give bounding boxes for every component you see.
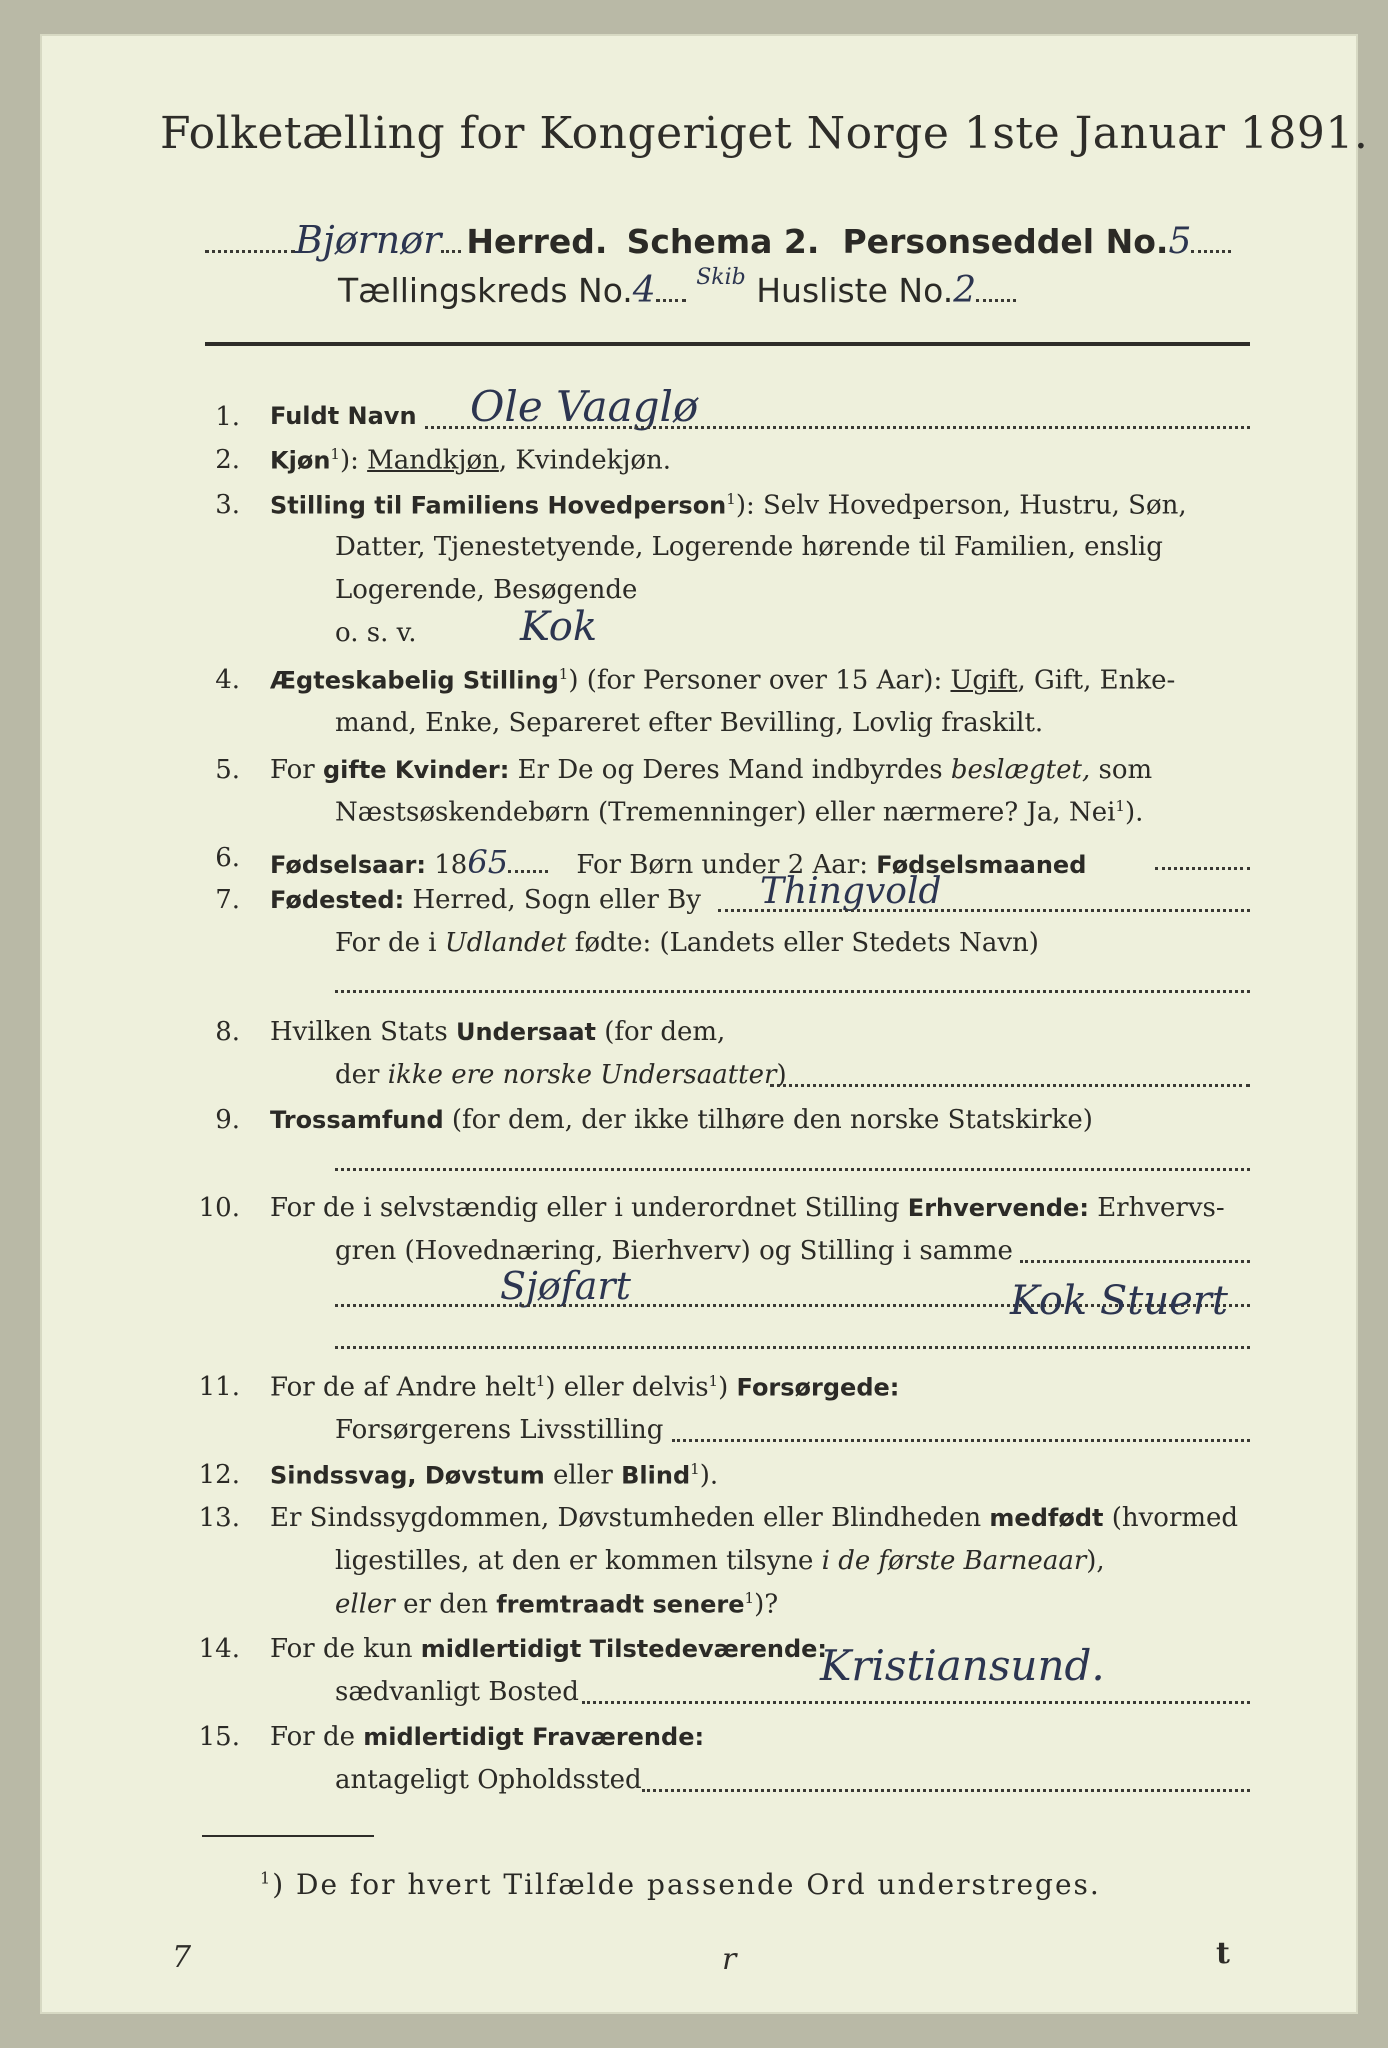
sup: 1 <box>708 1372 719 1390</box>
field-4-line2: mand, Enke, Separeret efter Bevilling, Lovlig fraskilt. <box>335 708 1044 738</box>
field-3-label: Stilling til Familiens Hovedperson <box>270 491 727 520</box>
field-7-label: Fødested: <box>270 886 405 914</box>
kreds-note: Skib <box>696 265 746 290</box>
field-5-label: gifte Kvinder: <box>322 756 510 784</box>
field-5-line1b: som <box>1090 755 1153 785</box>
herred-label: Herred. <box>466 222 608 261</box>
field-8-line2b: ) <box>776 1060 787 1090</box>
header-rule <box>205 342 1250 346</box>
field-10-line2: gren (Hovednæring, Bierhverv) og Stilling i samme <box>335 1236 1013 1266</box>
sup: 1 <box>535 1372 546 1390</box>
field-2-label: Kjøn <box>270 446 331 475</box>
field-3-line4: o. s. v. <box>335 618 417 648</box>
kreds-line <box>338 265 1016 311</box>
field-14-value: Kristiansund. <box>820 1641 1105 1690</box>
field-14-line1a: For de kun <box>270 1634 421 1664</box>
field-7-rest: Herred, Sogn eller By <box>404 885 701 915</box>
field-13-italic: i de første Barneaar <box>821 1546 1087 1576</box>
stray-mark-right: t <box>1216 1936 1230 1971</box>
husliste-label: Husliste No. <box>756 271 954 310</box>
personseddel-label: Personseddel No. <box>842 222 1169 261</box>
field-4-line1a: ) (for Personer over 15 Aar): <box>568 665 951 696</box>
field-4-line1b: , Gift, Enke- <box>1017 665 1176 696</box>
field-15-line2: antageligt Opholdssted <box>335 1765 642 1795</box>
field-12-end: ). <box>699 1460 719 1491</box>
field-7-line2a: For de i <box>335 928 445 958</box>
footnote-text: ) De for hvert Tilfælde passende Ord understreges. <box>272 1868 1101 1901</box>
field-15-label: midlertidigt Fraværende: <box>363 1723 705 1751</box>
field-4-underlined: Ugift <box>950 665 1018 696</box>
field-1-number: 1. <box>215 402 240 432</box>
field-9-number: 9. <box>215 1105 240 1135</box>
sup: 1 <box>558 665 569 683</box>
field-14-number: 14. <box>198 1634 240 1664</box>
field-7-line2b: fødte: (Landets eller Stedets Navn) <box>566 928 1039 958</box>
field-4-number: 4. <box>215 665 240 695</box>
field-5-number: 5. <box>215 755 240 785</box>
field-11-line1c: ) <box>718 1372 737 1403</box>
field-11-line2: Forsørgerens Livsstilling <box>335 1415 664 1445</box>
field-6-label: Fødselsaar: <box>270 851 426 879</box>
stray-mark-center: r <box>722 1942 737 1977</box>
field-10-value2: Kok Stuert <box>1010 1278 1228 1324</box>
field-6-number: 6. <box>215 843 240 873</box>
field-12-number: 12. <box>198 1460 240 1490</box>
field-15-number: 15. <box>198 1722 240 1752</box>
field-6-value: 65 <box>467 843 509 881</box>
field-7-number: 7. <box>215 885 240 915</box>
field-13-line2a: ligestilles, at den er kommen tilsyne <box>335 1546 822 1576</box>
field-5-line1a: Er De og Deres Mand indbyrdes <box>509 755 951 785</box>
field-5-pre: For <box>270 755 323 785</box>
field-8-number: 8. <box>215 1017 240 1047</box>
field-6-prefix: 18 <box>434 850 468 880</box>
field-3-line1: ): Selv Hovedperson, Hustru, Søn, <box>735 490 1187 521</box>
field-13-line3c: )? <box>754 1589 779 1620</box>
field-13-line2b: ), <box>1086 1546 1105 1576</box>
footnote <box>260 1868 1101 1901</box>
field-5-line2: Næstsøskendebørn (Tremenninger) eller nærmere? Ja, Nei <box>335 797 1116 828</box>
field-13-label2: fremtraadt senere <box>496 1590 745 1619</box>
field-11-line1b: ) eller delvis <box>545 1372 709 1403</box>
field-5-italic: beslægtet, <box>950 755 1091 785</box>
field-3-value: Kok <box>520 604 598 650</box>
husliste-value: 2 <box>953 270 977 311</box>
field-7-italic: Udlandet <box>444 928 567 958</box>
sup: 1 <box>1115 797 1125 815</box>
field-13-label: medfødt <box>989 1504 1104 1532</box>
field-3-line2: Datter, Tjenestetyende, Logerende hørende til Familien, enslig <box>335 532 1163 562</box>
personseddel-value: 5 <box>1168 221 1192 262</box>
kreds-label: Tællingskreds No. <box>338 271 633 310</box>
field-12-label: Sindssvag, Døvstum <box>270 1461 545 1490</box>
field-10-label: Erhvervende: <box>907 1194 1089 1222</box>
field-8-line1a: Hvilken Stats <box>270 1017 456 1047</box>
field-6-label2: Fødselsmaaned <box>876 851 1087 879</box>
field-1-label: Fuldt Navn <box>270 402 417 430</box>
field-4-label: Ægteskabelig Stilling <box>270 666 559 695</box>
stray-mark-left: 7 <box>172 1940 192 1975</box>
field-2-number: 2. <box>215 445 240 475</box>
field-2-rest: ): <box>339 445 368 476</box>
field-8-line2a: der <box>335 1060 388 1090</box>
sup: 1 <box>744 1589 755 1607</box>
field-6-mid: For Børn under 2 Aar: <box>576 850 877 880</box>
field-13-line3b: er den <box>394 1589 497 1620</box>
field-12-mid: eller <box>544 1460 622 1491</box>
field-8-italic: ikke ere norske Undersaatter <box>387 1060 777 1090</box>
field-1-value: Ole Vaaglø <box>470 382 699 431</box>
field-10-line1a: For de i selvstændig eller i underordnet Stilling <box>270 1193 908 1223</box>
herred-value: Bjørnør <box>295 218 442 262</box>
field-2-after: , Kvindekjøn. <box>498 445 672 476</box>
kreds-value: 4 <box>632 270 656 311</box>
field-2-sup: 1 <box>330 445 340 463</box>
field-10-value: Sjøfart <box>500 1264 631 1308</box>
field-9-label: Trossamfund <box>270 1106 444 1134</box>
field-2-underlined: Mandkjøn <box>367 445 499 476</box>
field-10-number: 10. <box>198 1193 240 1223</box>
field-11-number: 11. <box>198 1372 240 1402</box>
field-7-value: Thingvold <box>760 871 942 912</box>
herred-line <box>205 218 1231 262</box>
field-10-line1b: Erhvervs- <box>1088 1193 1225 1223</box>
schema-label: Schema 2. <box>626 222 820 261</box>
field-12-label2: Blind <box>621 1461 691 1490</box>
field-13-number: 13. <box>198 1503 240 1533</box>
field-14-label: midlertidigt Tilstedeværende: <box>420 1635 828 1663</box>
field-8-line1b: (for dem, <box>595 1017 726 1047</box>
sup: 1 <box>690 1460 700 1478</box>
field-13-line1b: (hvormed <box>1103 1503 1239 1533</box>
footnote-sup: 1 <box>260 1868 273 1888</box>
form-title: Folketælling for Kongeriget Norge 1ste Januar 1891. <box>160 108 1369 159</box>
field-11-label: Forsørgede: <box>736 1373 900 1402</box>
field-11-line1a: For de af Andre helt <box>270 1372 536 1403</box>
footnote-rule <box>202 1835 374 1837</box>
field-15-line1a: For de <box>270 1722 364 1752</box>
field-9-rest: (for dem, der ikke tilhøre den norske Statskirke) <box>443 1105 1093 1135</box>
field-8-label: Undersaat <box>455 1018 596 1046</box>
field-3-line3: Logerende, Besøgende <box>335 575 638 605</box>
field-13-line3a: eller <box>335 1589 395 1620</box>
sup: 1 <box>726 490 736 508</box>
field-3-number: 3. <box>215 490 240 520</box>
field-13-line1a: Er Sindssygdommen, Døvstumheden eller Blindheden <box>270 1503 990 1533</box>
field-14-line2: sædvanligt Bosted <box>335 1677 579 1707</box>
